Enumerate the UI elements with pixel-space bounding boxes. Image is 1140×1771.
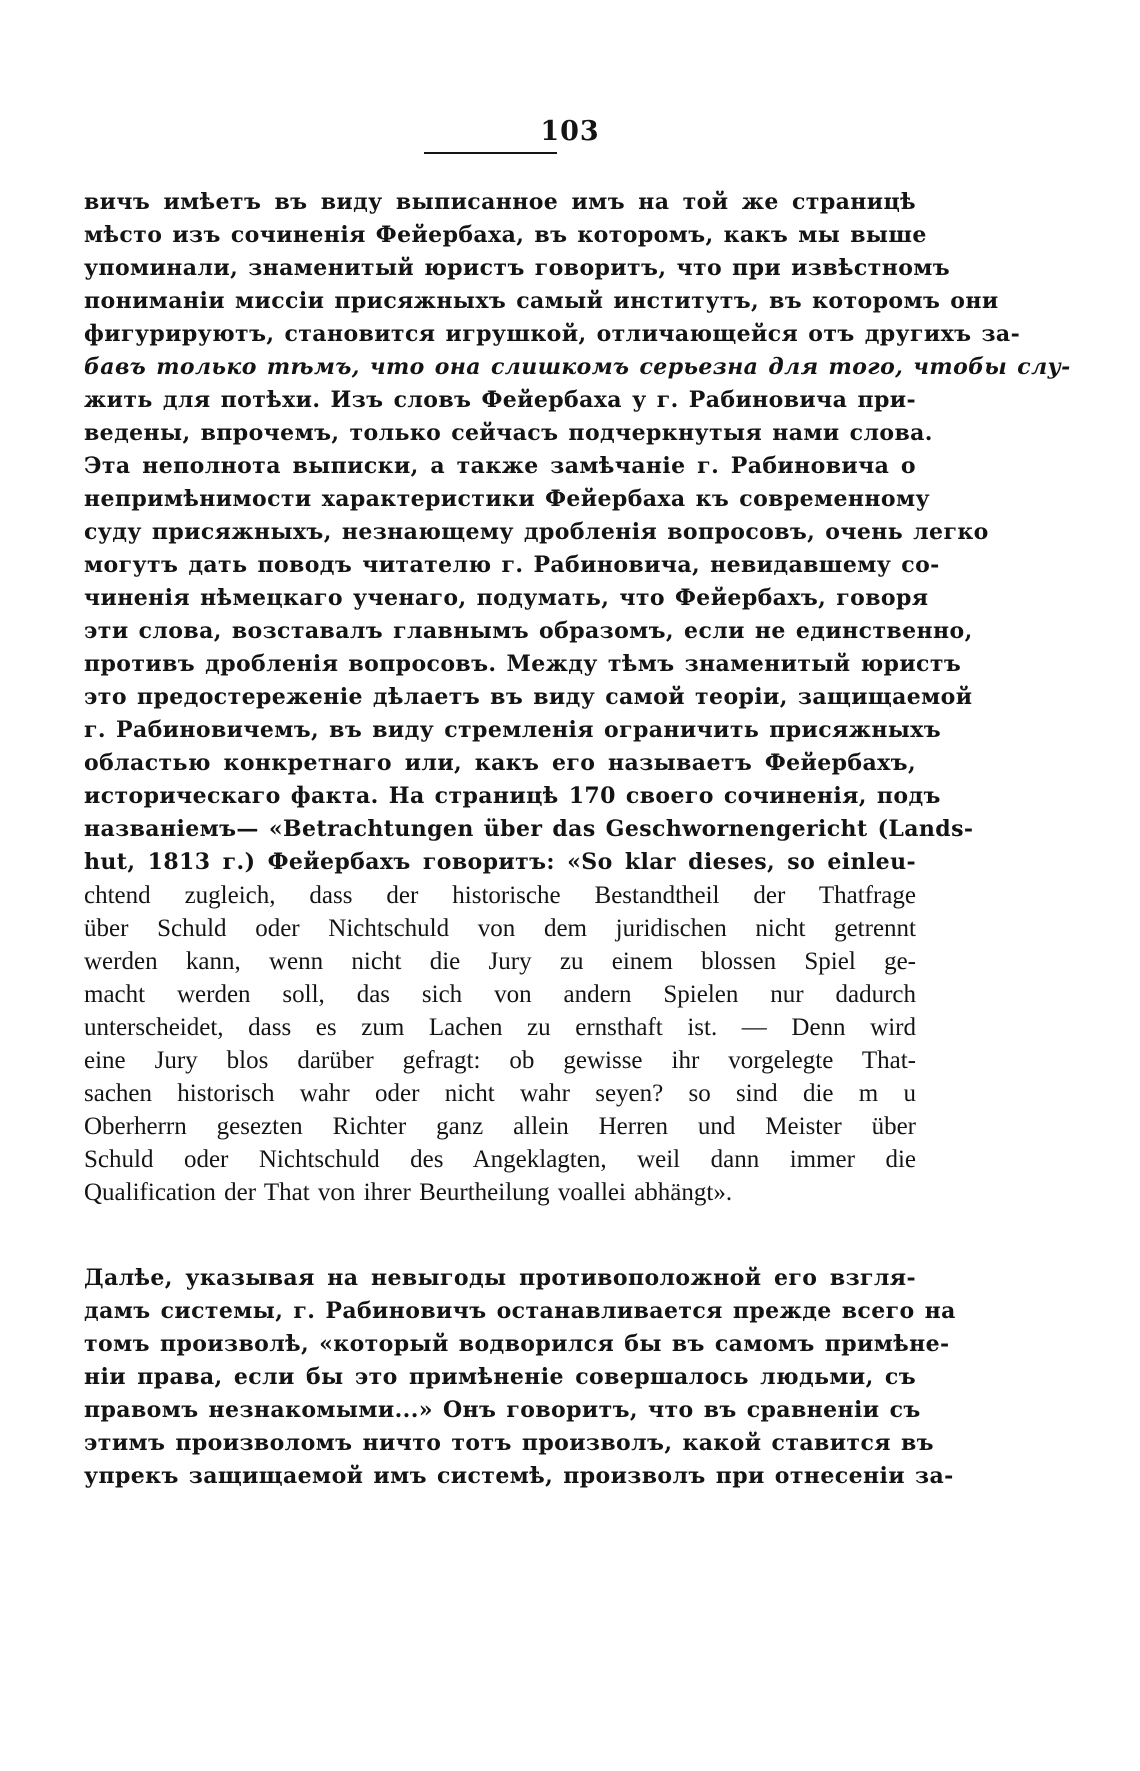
text-line-german: über Schuld oder Nichtschuld von dem juridischen nicht getrennt <box>84 915 916 942</box>
text-line-german: unterscheidet, dass es zum Lachen zu ernsthaft ist. — Denn wird <box>84 1014 916 1041</box>
text-line: ведены, впрочемъ, только сейчасъ подчеркнутыя нами слова. <box>84 420 933 446</box>
text-line: Далѣе, указывая на невыгоды противоположной его взгля- <box>84 1265 916 1291</box>
text-line: суду присяжныхъ, незнающему дробленія вопросовъ, очень легко <box>84 519 989 545</box>
paragraph-2 <box>84 1262 956 1493</box>
text-line: дамъ системы, г. Рабиновичъ останавливается прежде всего на <box>84 1298 956 1324</box>
text-line-italic: бавъ только тѣмъ, что она слишкомъ серьезна для того, чтобы слу- <box>84 354 1071 380</box>
text-line: непримѣнимости характеристики Фейербаха къ современному <box>84 486 930 512</box>
text-line-german: sachen historisch wahr oder nicht wahr seyen? so sind die m u <box>84 1080 916 1107</box>
text-line: названіемъ— «Betrachtungen über das Geschwornengericht (Lands- <box>84 816 974 842</box>
text-line: томъ произволѣ, «который водворился бы въ самомъ примѣне- <box>84 1331 950 1357</box>
text-line: г. Рабиновичемъ, въ виду стремленія ограничить присяжныхъ <box>84 717 942 743</box>
text-line-german: Qualification der That von ihrer Beurtheilung voallei abhängt». <box>84 1179 733 1206</box>
page-number: 103 <box>540 116 600 147</box>
page-number-rule <box>424 152 557 154</box>
text-line: упоминали, знаменитый юристъ говоритъ, что при извѣстномъ <box>84 255 951 281</box>
text-line: фигурируютъ, становится игрушкой, отличающейся отъ другихъ за- <box>84 321 1021 347</box>
text-line: могутъ дать поводъ читателю г. Рабиновича, невидавшему со- <box>84 552 940 578</box>
text-line: ніи права, если бы это примѣненіе совершалось людьми, съ <box>84 1364 916 1390</box>
text-line-german: macht werden soll, das sich von andern Spielen nur dadurch <box>84 981 916 1008</box>
text-line: противъ дробленія вопросовъ. Между тѣмъ знаменитый юристъ <box>84 651 962 677</box>
text-line: вичъ имѣетъ въ виду выписанное имъ на той же страницѣ <box>84 189 916 215</box>
text-line-german: eine Jury blos darüber gefragt: ob gewisse ihr vorgelegte That- <box>84 1047 916 1074</box>
text-line: это предостереженіе дѣлаетъ въ виду самой теоріи, защищаемой <box>84 684 973 710</box>
text-line: мѣсто изъ сочиненія Фейербаха, въ которомъ, какъ мы выше <box>84 222 927 248</box>
text-line: областью конкретнаго или, какъ его называетъ Фейербахъ, <box>84 750 916 776</box>
text-line: чиненія нѣмецкаго ученаго, подумать, что Фейербахъ, говоря <box>84 585 929 611</box>
text-line: этимъ произволомъ ничто тотъ произволъ, какой ставится въ <box>84 1430 934 1456</box>
text-line: hut, 1813 г.) Фейербахъ говоритъ: «So klar dieses, so einleu- <box>84 849 916 875</box>
text-line-german: Schuld oder Nichtschuld des Angeklagten, weil dann immer die <box>84 1146 916 1173</box>
text-line: упрекъ защищаемой имъ системѣ, произволъ при отнесеніи за- <box>84 1463 954 1489</box>
text-line-german: werden kann, wenn nicht die Jury zu einem blossen Spiel ge- <box>84 948 916 975</box>
text-line-german: chtend zugleich, dass der historische Bestandtheil der Thatfrage <box>84 882 916 909</box>
paragraph-1 <box>84 186 1071 1209</box>
text-line: историческаго факта. На страницѣ 170 своего сочиненія, подъ <box>84 783 941 809</box>
text-line: жить для потѣхи. Изъ словъ Фейербаха у г. Рабиновича при- <box>84 387 916 413</box>
text-line: правомъ незнакомыми...» Онъ говоритъ, что въ сравненіи съ <box>84 1397 921 1423</box>
text-line: эти слова, возставалъ главнымъ образомъ, если не единственно, <box>84 618 973 644</box>
text-line: пониманіи миссіи присяжныхъ самый институтъ, въ которомъ они <box>84 288 999 314</box>
text-line-german: Oberherrn gesezten Richter ganz allein Herren und Meister über <box>84 1113 916 1140</box>
text-line: Эта неполнота выписки, а также замѣчаніе г. Рабиновича о <box>84 453 916 479</box>
